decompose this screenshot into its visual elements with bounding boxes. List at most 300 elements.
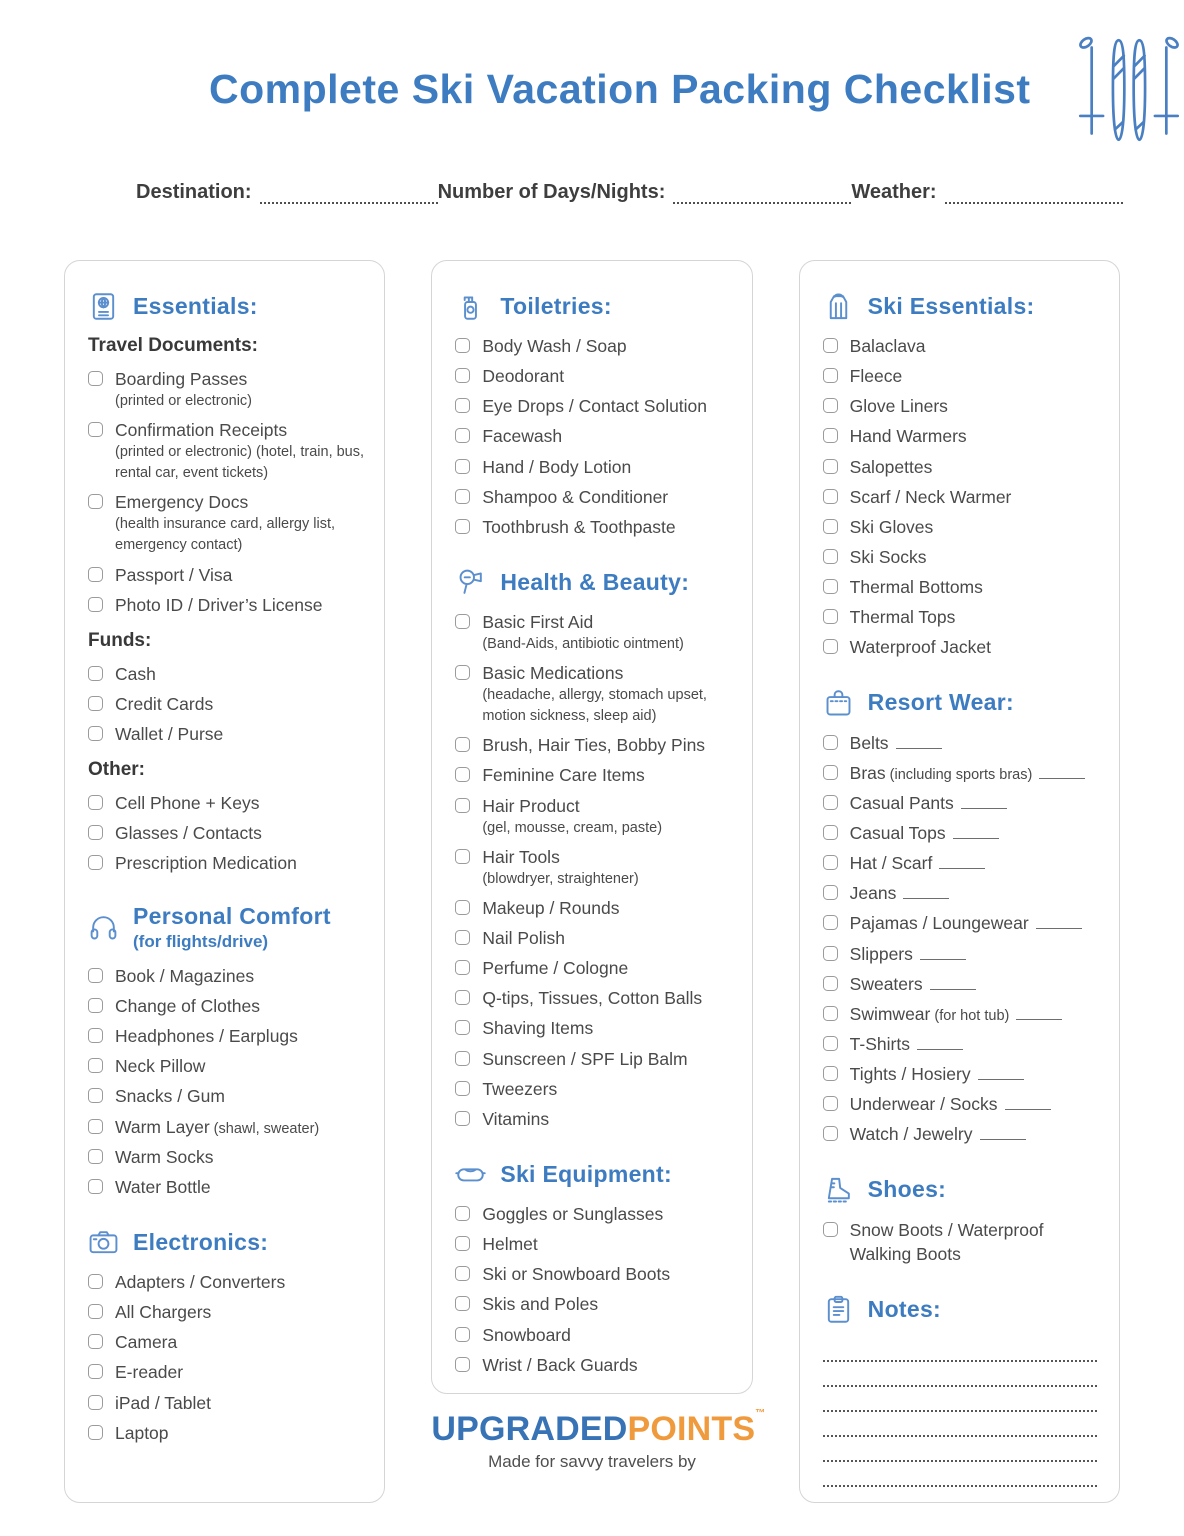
item-label: Passport / Visa [115, 564, 233, 585]
item-label: Deodorant [482, 366, 565, 387]
fill-in-line[interactable] [939, 856, 985, 869]
checklist-item [823, 455, 1099, 479]
checkbox[interactable] [88, 1028, 103, 1043]
checklist-item-row [455, 424, 731, 448]
item-label: Casual Pants [850, 791, 1007, 815]
item-label: Snowboard [482, 1324, 571, 1345]
checkbox[interactable] [455, 1236, 470, 1251]
item-label: Basic First Aid [482, 611, 594, 632]
notes-ruled-line[interactable] [823, 1462, 1097, 1487]
section-header [823, 688, 1099, 719]
section-header [88, 904, 364, 952]
section-title: Toiletries: [500, 292, 612, 319]
checkbox[interactable] [455, 1051, 470, 1066]
column-1-box [64, 260, 385, 1503]
checklist-item [88, 722, 364, 746]
checklist-item-row [88, 563, 364, 587]
item-label: Cell Phone + Keys [115, 793, 260, 814]
checklist-item-row [88, 1145, 364, 1169]
checkbox[interactable] [88, 968, 103, 983]
checklist-item [88, 1054, 364, 1078]
checklist-item-row [455, 1107, 731, 1131]
item-label: Wallet / Purse [115, 724, 224, 745]
checklist-item-row [455, 986, 731, 1010]
checklist-item [455, 845, 731, 890]
fill-in-line[interactable] [980, 1127, 1026, 1140]
checklist-item [823, 1032, 1099, 1056]
checkbox[interactable] [823, 735, 838, 750]
item-label: Q-tips, Tissues, Cotton Balls [482, 988, 703, 1009]
checklist-item [455, 1262, 731, 1286]
checklist-item [455, 364, 731, 388]
notes-ruled-line[interactable] [823, 1387, 1097, 1412]
days-nights-field [438, 181, 852, 204]
item-label: Ski or Snowboard Boots [482, 1264, 671, 1285]
checklist-item-row [88, 1330, 364, 1354]
checkbox[interactable] [88, 1304, 103, 1319]
trademark-symbol: ™ [755, 1408, 766, 1419]
logo-upgraded-text: UPGRADED [431, 1410, 628, 1448]
checkbox[interactable] [455, 900, 470, 915]
checkbox[interactable] [455, 519, 470, 534]
item-label: Tweezers [482, 1078, 558, 1099]
checklist-item [455, 1047, 731, 1071]
checklist-item-row [88, 1024, 364, 1048]
item-label: Ski Gloves [849, 516, 934, 537]
item-label: Body Wash / Soap [482, 336, 627, 356]
fill-in-line[interactable] [978, 1067, 1024, 1080]
checklist-item [455, 1232, 731, 1256]
checkbox[interactable] [88, 1119, 103, 1134]
checklist-item [88, 1270, 364, 1294]
checkbox[interactable] [455, 1111, 470, 1126]
checkbox[interactable] [823, 765, 838, 780]
section-title-block [500, 570, 689, 595]
item-label: Change of Clothes [115, 996, 260, 1017]
checklist-item [823, 821, 1099, 845]
item-label: Underwear / Socks [850, 1092, 1051, 1116]
notes-ruled-line[interactable] [823, 1437, 1097, 1462]
checklist-item-row [455, 1016, 731, 1040]
checklist-item [88, 1391, 364, 1415]
checkbox[interactable] [88, 1088, 103, 1103]
item-label: Shampoo & Conditioner [482, 486, 669, 507]
checkbox[interactable] [823, 1036, 838, 1051]
item-note: (Band-Aids, antibiotic ointment) [482, 636, 684, 653]
weather-label: Weather: [851, 181, 937, 203]
checklist-item [823, 635, 1099, 659]
checkbox[interactable] [88, 1274, 103, 1289]
checklist-item-row [823, 942, 1099, 966]
checklist-item [455, 394, 731, 418]
checkbox[interactable] [455, 368, 470, 383]
checklist-items [88, 964, 364, 1199]
notes-ruled-area [823, 1337, 1099, 1487]
checkbox[interactable] [88, 494, 103, 509]
item-inline-note: (including sports bras) [885, 766, 1033, 783]
checklist-item [88, 367, 364, 412]
checkbox[interactable] [823, 1096, 838, 1111]
checkbox[interactable] [823, 519, 838, 534]
checklist-item [455, 1353, 731, 1377]
checklist-item-row [88, 490, 364, 514]
section-title: Notes: [867, 1295, 942, 1322]
checklist-item [823, 761, 1099, 785]
item-label: Headphones / Earplugs [115, 1026, 298, 1047]
item-label: Watch / Jewelry [850, 1122, 1026, 1146]
checkbox[interactable] [823, 428, 838, 443]
checklist-item [823, 485, 1099, 509]
item-label: Warm Layer (shawl, sweater) [115, 1116, 320, 1137]
checklist-item [455, 1016, 731, 1040]
checkbox[interactable] [823, 579, 838, 594]
checklist-item-row [455, 1353, 731, 1377]
item-label: Glove Liners [849, 396, 948, 417]
checklist-item [88, 1330, 364, 1354]
checklist-item-row [455, 334, 731, 358]
checklist-item [823, 1062, 1099, 1086]
checklist-item-row [823, 545, 1099, 569]
section-notes [823, 1294, 1099, 1487]
checkbox[interactable] [823, 639, 838, 654]
checklist-item [823, 1092, 1099, 1116]
item-label: Emergency Docs [115, 492, 249, 513]
column-3-wrap [799, 260, 1120, 1503]
checklist-item-row [823, 1062, 1099, 1086]
checkbox[interactable] [88, 1334, 103, 1349]
checklist-item-row [455, 1077, 731, 1101]
checklist-item-row [823, 851, 1099, 875]
fill-in-line[interactable] [917, 1037, 963, 1050]
checklist-columns [64, 260, 1120, 1503]
fill-in-line[interactable] [953, 826, 999, 839]
checkbox[interactable] [823, 946, 838, 961]
item-label: Casual Tops [850, 821, 999, 845]
days-nights-label: Number of Days/Nights: [437, 181, 666, 203]
section-header [88, 1227, 364, 1258]
section-title-block [868, 690, 1014, 715]
checkbox[interactable] [823, 795, 838, 810]
fill-in-line[interactable] [1039, 766, 1085, 779]
checkbox[interactable] [823, 1222, 838, 1237]
checkbox[interactable] [455, 614, 470, 629]
checkbox[interactable] [88, 825, 103, 840]
checklist-item-row [823, 972, 1099, 996]
fill-in-fields-row [64, 181, 1120, 204]
checklist-item [88, 1175, 364, 1199]
checklist-item [455, 1077, 731, 1101]
item-label: E-reader [115, 1362, 184, 1383]
checklist-item [88, 1024, 364, 1048]
checklist-item-row [455, 733, 731, 757]
checkbox[interactable] [823, 1066, 838, 1081]
checkbox[interactable] [455, 1296, 470, 1311]
destination-fill-in-line[interactable] [260, 188, 438, 204]
checkbox[interactable] [823, 855, 838, 870]
item-label: Nail Polish [482, 928, 566, 949]
item-label: Ski Socks [849, 546, 927, 567]
item-note: (printed or electronic) [115, 393, 252, 410]
page-title: Complete Ski Vacation Packing Checklist [209, 66, 1031, 112]
item-label: Salopettes [849, 456, 933, 477]
checkbox[interactable] [88, 726, 103, 741]
checkbox[interactable] [455, 428, 470, 443]
checkbox[interactable] [455, 1357, 470, 1372]
item-label: Perfume / Cologne [482, 958, 629, 979]
checkbox[interactable] [88, 1179, 103, 1194]
checklist-item-row [455, 763, 731, 787]
checkbox[interactable] [455, 1266, 470, 1281]
checkbox[interactable] [88, 666, 103, 681]
checklist-items [455, 610, 731, 1131]
checkbox[interactable] [88, 1149, 103, 1164]
checklist-item [823, 605, 1099, 629]
checkbox[interactable] [455, 930, 470, 945]
checklist-item-row [823, 394, 1099, 418]
checklist-item-row [88, 791, 364, 815]
weather-field [851, 181, 1122, 204]
checklist-item-row [88, 692, 364, 716]
checklist-item [823, 851, 1099, 875]
checkbox[interactable] [455, 737, 470, 752]
checkbox[interactable] [823, 885, 838, 900]
checkbox[interactable] [823, 368, 838, 383]
destination-label: Destination: [136, 181, 252, 203]
checklist-item-row [455, 1323, 731, 1347]
item-label: Boarding Passes [115, 369, 248, 389]
checkbox[interactable] [88, 1058, 103, 1073]
column-3-box [799, 260, 1120, 1503]
checklist-item [88, 593, 364, 617]
notes-ruled-line[interactable] [823, 1412, 1097, 1437]
column-2-box [431, 260, 752, 1394]
item-label: Laptop [115, 1422, 169, 1443]
checkbox[interactable] [823, 459, 838, 474]
checkbox[interactable] [823, 1126, 838, 1141]
item-label: Jeans [850, 881, 950, 905]
checklist-item [455, 926, 731, 950]
section-title-block [868, 1297, 941, 1322]
notes-ruled-line[interactable] [823, 1337, 1097, 1362]
page-header [64, 0, 1120, 151]
checkbox[interactable] [823, 338, 838, 353]
item-inline-note: (for hot tub) [930, 1007, 1010, 1024]
section-title-block [133, 294, 258, 319]
checklist-item [88, 1300, 364, 1324]
item-label: Snow Boots / Waterproof Walking Boots [849, 1219, 1044, 1264]
checkbox[interactable] [455, 398, 470, 413]
camera-icon [88, 1227, 119, 1258]
section-electronics [88, 1227, 364, 1445]
fill-in-line[interactable] [1005, 1097, 1051, 1110]
checklist-item-row [823, 791, 1099, 815]
checklist-item [823, 881, 1099, 905]
checkbox[interactable] [88, 597, 103, 612]
fill-in-line[interactable] [1036, 916, 1082, 929]
checkbox[interactable] [455, 990, 470, 1005]
item-label: Vitamins [482, 1108, 550, 1129]
item-label: Hand Warmers [849, 426, 967, 447]
weather-fill-in-line[interactable] [945, 188, 1123, 204]
headphones-icon [88, 912, 119, 943]
checklist-item [455, 1323, 731, 1347]
checklist-item [88, 994, 364, 1018]
checklist-item [88, 1115, 364, 1139]
soap-dispenser-icon [455, 291, 486, 322]
checklist-item-row [455, 845, 731, 869]
checkbox[interactable] [823, 976, 838, 991]
checklist-item [455, 334, 731, 358]
section-personal-comfort [88, 904, 364, 1199]
item-label: Goggles or Sunglasses [482, 1204, 664, 1225]
section-title: Resort Wear: [867, 689, 1014, 716]
item-label: Tights / Hosiery [850, 1062, 1024, 1086]
item-label: Prescription Medication [115, 853, 297, 874]
checklist-item [88, 964, 364, 988]
checkbox[interactable] [455, 665, 470, 680]
checkbox[interactable] [88, 567, 103, 582]
checklist-item [823, 911, 1099, 935]
checkbox[interactable] [455, 489, 470, 504]
checklist-item [823, 545, 1099, 569]
checkbox[interactable] [88, 1425, 103, 1440]
item-note: (health insurance card, allergy list, emergency contact) [115, 516, 336, 554]
section-title-block [500, 1162, 672, 1187]
checkbox[interactable] [455, 1206, 470, 1221]
item-label: Wrist / Back Guards [482, 1354, 638, 1375]
checkbox[interactable] [88, 1364, 103, 1379]
section-title-block [133, 1230, 268, 1255]
section-header [88, 291, 364, 322]
checkbox[interactable] [455, 1020, 470, 1035]
checklist-item [88, 692, 364, 716]
item-label: Fleece [849, 366, 903, 387]
section-header [823, 1175, 1099, 1206]
item-label: Book / Magazines [115, 965, 255, 986]
checkbox[interactable] [455, 767, 470, 782]
days-nights-fill-in-line[interactable] [673, 188, 851, 204]
checklist-item [823, 972, 1099, 996]
checkbox[interactable] [88, 1395, 103, 1410]
checklist-items [455, 334, 731, 539]
checkbox[interactable] [88, 371, 103, 386]
section-health-beauty [455, 567, 731, 1131]
section-shoes [823, 1175, 1099, 1266]
checklist-item-row [455, 364, 731, 388]
checklist-item [455, 733, 731, 757]
checkbox[interactable] [455, 459, 470, 474]
checkbox[interactable] [823, 489, 838, 504]
checkbox[interactable] [88, 795, 103, 810]
item-label: Neck Pillow [115, 1056, 206, 1077]
checklist-item-row [823, 911, 1099, 935]
column-2-wrap [431, 260, 766, 1503]
checkbox[interactable] [455, 798, 470, 813]
checklist-item [823, 791, 1099, 815]
checkbox[interactable] [455, 338, 470, 353]
checklist-item-row [455, 1262, 731, 1286]
fill-in-line[interactable] [1016, 1007, 1062, 1020]
checklist-item-row [823, 1002, 1099, 1026]
logo-points-text: POINTS [627, 1410, 756, 1448]
checkbox[interactable] [823, 609, 838, 624]
checklist-item-row [455, 1047, 731, 1071]
checkbox[interactable] [455, 1081, 470, 1096]
checklist-item-row [88, 1300, 364, 1324]
checklist-item [88, 821, 364, 845]
checkbox[interactable] [823, 398, 838, 413]
item-label: Hair Tools [482, 846, 560, 867]
fill-in-line[interactable] [920, 947, 966, 960]
checkbox[interactable] [88, 422, 103, 437]
item-note: (gel, mousse, cream, paste) [482, 819, 663, 836]
fill-in-line[interactable] [903, 886, 949, 899]
notes-ruled-line[interactable] [823, 1362, 1097, 1387]
checkbox[interactable] [823, 549, 838, 564]
ski-boot-icon [823, 1175, 854, 1206]
section-title: Shoes: [867, 1176, 947, 1203]
clipboard-icon [823, 1294, 854, 1325]
item-label: Warm Socks [115, 1146, 214, 1167]
item-label: Water Bottle [115, 1176, 211, 1197]
checklist-item-row [455, 455, 731, 479]
checklist-item-row [455, 926, 731, 950]
checklist-item-row [88, 593, 364, 617]
fill-in-line[interactable] [896, 736, 942, 749]
item-label: Helmet [482, 1234, 538, 1255]
checklist-item-row [823, 821, 1099, 845]
item-label: Glasses / Contacts [115, 823, 262, 844]
checklist-item [455, 956, 731, 980]
item-label: All Chargers [115, 1302, 212, 1323]
checklist-items [88, 791, 364, 875]
item-label: Pajamas / Loungewear [850, 911, 1082, 935]
checklist-item-row [88, 1054, 364, 1078]
checklist-item [88, 851, 364, 875]
checkbox[interactable] [455, 849, 470, 864]
group-heading-travel-documents: Travel Documents: [88, 335, 258, 356]
checkbox[interactable] [88, 998, 103, 1013]
fill-in-line[interactable] [930, 977, 976, 990]
checkbox[interactable] [455, 960, 470, 975]
checklist-item [823, 334, 1099, 358]
checklist-item [88, 563, 364, 587]
section-header [823, 1294, 1099, 1325]
fill-in-line[interactable] [961, 796, 1007, 809]
checklist-item [455, 661, 731, 727]
item-label: Confirmation Receipts [115, 420, 288, 441]
checkbox[interactable] [455, 1327, 470, 1342]
checkbox[interactable] [823, 825, 838, 840]
checkbox[interactable] [88, 855, 103, 870]
checklist-item-row [823, 515, 1099, 539]
checklist-items [823, 1218, 1099, 1266]
checklist-item-row [455, 794, 731, 818]
checklist-item-row [823, 455, 1099, 479]
section-subtitle: (for flights/drive) [133, 931, 269, 951]
section-title-block [500, 294, 612, 319]
section-toiletries [455, 291, 731, 539]
checklist-item [455, 455, 731, 479]
checklist-item-row [823, 575, 1099, 599]
checkbox[interactable] [88, 696, 103, 711]
checkbox[interactable] [823, 1006, 838, 1021]
checkbox[interactable] [823, 915, 838, 930]
ski-goggles-icon [455, 1159, 486, 1190]
item-label: Credit Cards [115, 693, 214, 714]
checklist-item-row [88, 851, 364, 875]
checklist-item-row [823, 1122, 1099, 1146]
